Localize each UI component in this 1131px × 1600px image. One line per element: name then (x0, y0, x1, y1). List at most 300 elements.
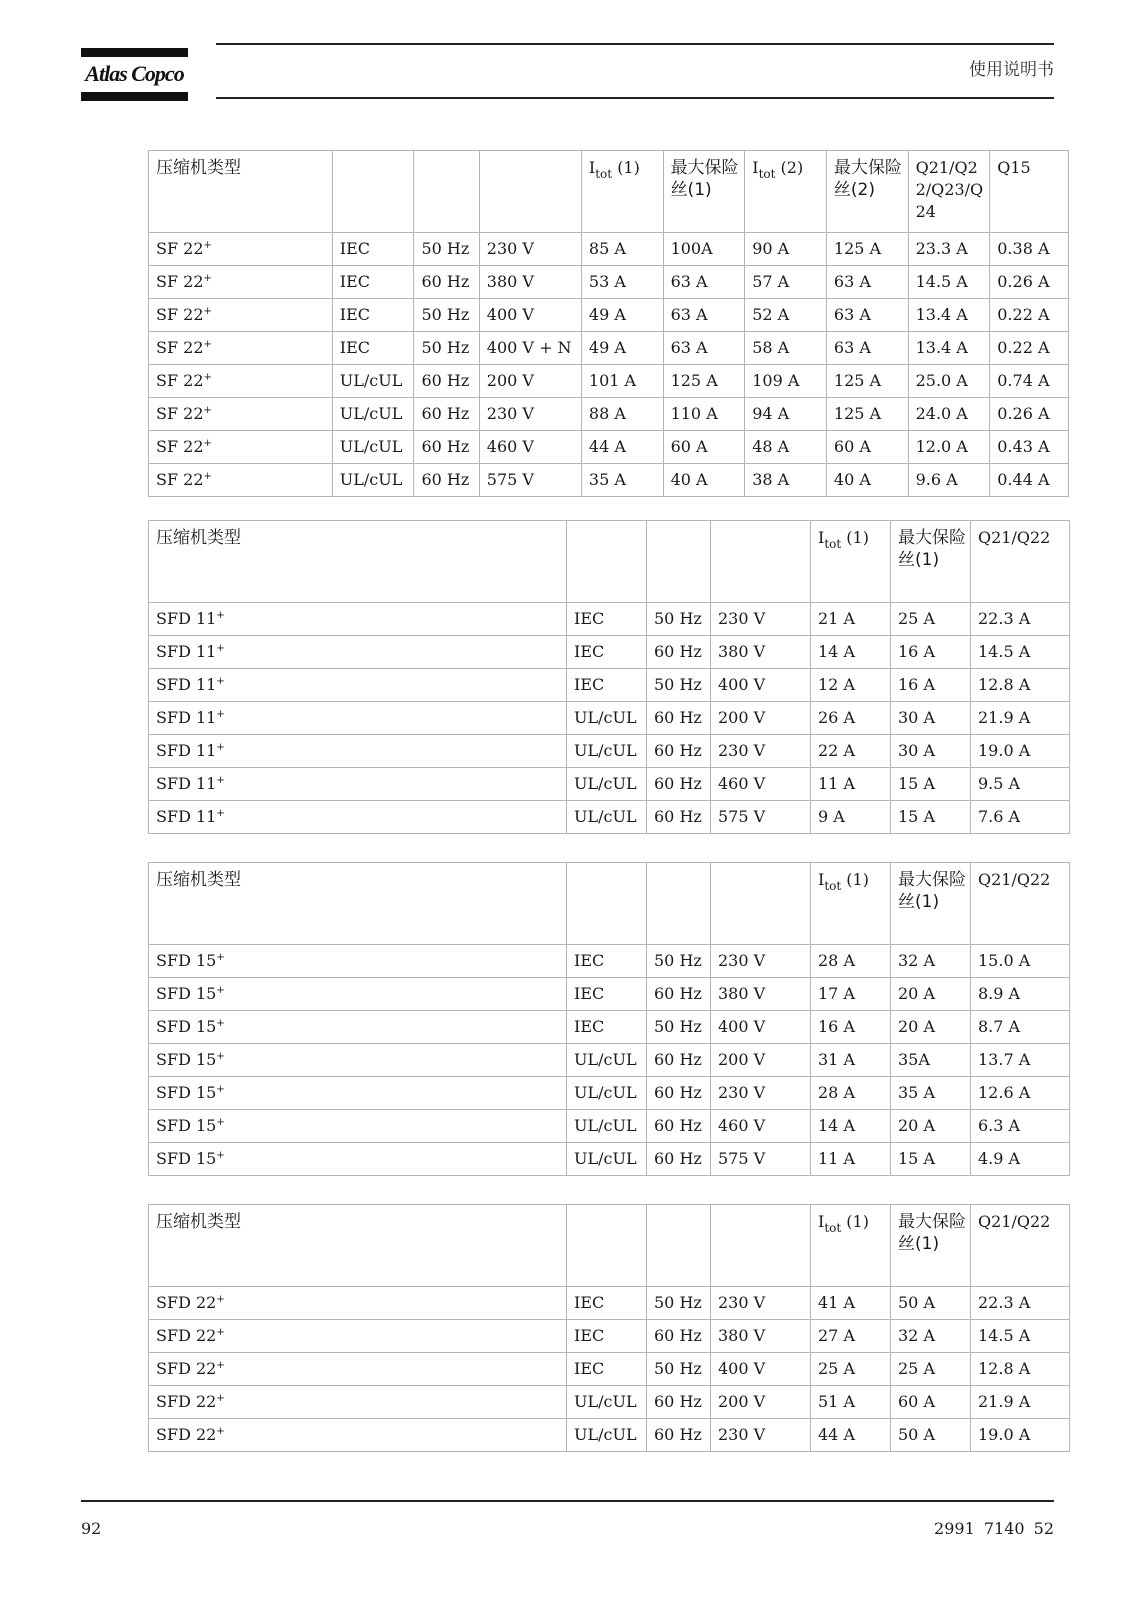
header-rule-bottom (216, 97, 1054, 99)
cell-itot1: 16 A (811, 1011, 891, 1044)
cell-fuse2: 125 A (826, 365, 908, 398)
cell-q15: 0.43 A (990, 431, 1069, 464)
cell-std: IEC (332, 299, 414, 332)
cell-q: 9.5 A (971, 768, 1070, 801)
model-plus-superscript: + (216, 1018, 225, 1029)
table-row (149, 233, 1069, 266)
cell-model (149, 702, 567, 735)
cell-freq: 60 Hz (647, 636, 711, 669)
header-itot-1: $I_{tot}$ (1) (811, 863, 891, 945)
cell-freq: 50 Hz (414, 299, 479, 332)
cell-itot1: 11 A (811, 768, 891, 801)
cell-q: 14.5 A (908, 266, 990, 299)
cell-std: UL/cUL (567, 1044, 647, 1077)
cell-freq: 60 Hz (647, 768, 711, 801)
cell-volt: 575 V (479, 464, 581, 497)
cell-std: UL/cUL (567, 1386, 647, 1419)
model-plus-superscript: + (203, 405, 212, 416)
model-name: SFD 22 (156, 1392, 217, 1411)
cell-freq: 60 Hz (647, 735, 711, 768)
cell-itot1: 14 A (811, 1110, 891, 1143)
model-plus-superscript: + (216, 1051, 225, 1062)
cell-fuse1: 60 A (891, 1386, 971, 1419)
header-frequency (647, 1205, 711, 1287)
cell-volt: 230 V (711, 1077, 811, 1110)
cell-itot1: 49 A (581, 332, 663, 365)
cell-fuse1: 15 A (891, 768, 971, 801)
cell-std: IEC (567, 1353, 647, 1386)
cell-itot1: 27 A (811, 1320, 891, 1353)
model-name: SFD 11 (156, 708, 217, 727)
model-plus-superscript: + (216, 1426, 225, 1437)
table-header-row (149, 521, 1070, 603)
table-header-row (149, 1205, 1070, 1287)
model-name: SF 22 (156, 239, 204, 258)
table-row (149, 1011, 1070, 1044)
cell-itot1: 85 A (581, 233, 663, 266)
cell-q: 24.0 A (908, 398, 990, 431)
cell-q: 12.0 A (908, 431, 990, 464)
cell-volt: 400 V (711, 1011, 811, 1044)
table-header-row (149, 863, 1070, 945)
atlas-copco-logo (81, 48, 188, 101)
cell-fuse1: 25 A (891, 603, 971, 636)
cell-std: IEC (567, 1011, 647, 1044)
cell-std: UL/cUL (567, 801, 647, 834)
cell-volt: 400 V (711, 669, 811, 702)
model-name: SFD 11 (156, 642, 217, 661)
cell-std: IEC (567, 978, 647, 1011)
cell-freq: 60 Hz (414, 464, 479, 497)
model-name: SFD 15 (156, 1017, 217, 1036)
cell-fuse1: 63 A (663, 266, 745, 299)
cell-itot1: 14 A (811, 636, 891, 669)
cell-volt: 400 V (711, 1353, 811, 1386)
cell-q: 14.5 A (971, 1320, 1070, 1353)
header-compressor-type: 压缩机类型 (149, 863, 567, 945)
cell-volt: 380 V (479, 266, 581, 299)
cell-fuse1: 16 A (891, 669, 971, 702)
cell-model (149, 735, 567, 768)
cell-fuse1: 35A (891, 1044, 971, 1077)
model-name: SF 22 (156, 338, 204, 357)
cell-q: 6.3 A (971, 1110, 1070, 1143)
model-plus-superscript: + (203, 339, 212, 350)
cell-itot1: 26 A (811, 702, 891, 735)
cell-freq: 60 Hz (647, 1419, 711, 1452)
cell-itot2: 94 A (745, 398, 827, 431)
cell-q15: 0.22 A (990, 332, 1069, 365)
header-itot-2: $I_{tot}$ (2) (745, 151, 827, 233)
cell-itot2: 90 A (745, 233, 827, 266)
cell-volt: 400 V + N (479, 332, 581, 365)
cell-q: 7.6 A (971, 801, 1070, 834)
header-q21-q22: Q21/Q22 (971, 863, 1070, 945)
header-max-fuse-2: 最大保险丝(2) (826, 151, 908, 233)
header-q21-q22: Q21/Q22 (971, 1205, 1070, 1287)
header-frequency (647, 863, 711, 945)
cell-itot1: 11 A (811, 1143, 891, 1176)
logo-text: Atlas Copco (85, 61, 184, 86)
table-row (149, 299, 1069, 332)
cell-fuse1: 110 A (663, 398, 745, 431)
cell-q: 12.8 A (971, 669, 1070, 702)
table-row (149, 1077, 1070, 1110)
cell-itot1: 22 A (811, 735, 891, 768)
cell-fuse1: 20 A (891, 1011, 971, 1044)
table-row (149, 398, 1069, 431)
cell-q15: 0.26 A (990, 398, 1069, 431)
cell-q: 15.0 A (971, 945, 1070, 978)
cell-fuse1: 100A (663, 233, 745, 266)
cell-itot2: 48 A (745, 431, 827, 464)
cell-fuse1: 15 A (891, 1143, 971, 1176)
cell-freq: 60 Hz (647, 1110, 711, 1143)
cell-q15: 0.26 A (990, 266, 1069, 299)
cell-model (149, 1419, 567, 1452)
header-frequency (647, 521, 711, 603)
cell-itot2: 109 A (745, 365, 827, 398)
cell-fuse1: 125 A (663, 365, 745, 398)
cell-model (149, 1077, 567, 1110)
cell-volt: 380 V (711, 1320, 811, 1353)
cell-q: 21.9 A (971, 702, 1070, 735)
model-name: SFD 11 (156, 675, 217, 694)
cell-q: 19.0 A (971, 735, 1070, 768)
cell-fuse1: 30 A (891, 702, 971, 735)
table-header-row (149, 151, 1069, 233)
logo-bar-top (81, 48, 188, 57)
cell-itot1: 35 A (581, 464, 663, 497)
cell-freq: 60 Hz (647, 1044, 711, 1077)
cell-model (149, 636, 567, 669)
cell-std: IEC (567, 1320, 647, 1353)
cell-itot1: 9 A (811, 801, 891, 834)
cell-std: IEC (567, 603, 647, 636)
cell-fuse1: 32 A (891, 945, 971, 978)
cell-q: 22.3 A (971, 603, 1070, 636)
cell-model (149, 1011, 567, 1044)
cell-volt: 380 V (711, 636, 811, 669)
cell-model (149, 603, 567, 636)
cell-q: 9.6 A (908, 464, 990, 497)
cell-itot1: 17 A (811, 978, 891, 1011)
cell-model (149, 1287, 567, 1320)
model-plus-superscript: + (216, 610, 225, 621)
document-number: 2991 7140 52 (934, 1519, 1054, 1538)
cell-itot1: 53 A (581, 266, 663, 299)
cell-model (149, 669, 567, 702)
model-name: SF 22 (156, 272, 204, 291)
cell-freq: 50 Hz (414, 332, 479, 365)
model-name: SFD 15 (156, 1050, 217, 1069)
header-itot-1: $I_{tot}$ (1) (581, 151, 663, 233)
cell-model (149, 945, 567, 978)
cell-freq: 60 Hz (414, 365, 479, 398)
cell-freq: 50 Hz (647, 603, 711, 636)
cell-q: 13.4 A (908, 332, 990, 365)
model-name: SF 22 (156, 437, 204, 456)
table-row (149, 978, 1070, 1011)
cell-itot1: 12 A (811, 669, 891, 702)
cell-fuse2: 63 A (826, 266, 908, 299)
cell-freq: 60 Hz (414, 266, 479, 299)
cell-volt: 460 V (711, 1110, 811, 1143)
header-standard (567, 863, 647, 945)
cell-itot1: 44 A (581, 431, 663, 464)
cell-std: IEC (567, 1287, 647, 1320)
cell-std: UL/cUL (332, 398, 414, 431)
cell-model (149, 1353, 567, 1386)
cell-fuse1: 63 A (663, 299, 745, 332)
cell-fuse1: 50 A (891, 1287, 971, 1320)
cell-model (149, 233, 333, 266)
cell-std: UL/cUL (567, 702, 647, 735)
sfd22-spec-table (148, 1204, 1070, 1452)
header-standard (332, 151, 414, 233)
cell-itot1: 51 A (811, 1386, 891, 1419)
cell-freq: 60 Hz (647, 1143, 711, 1176)
model-name: SFD 15 (156, 1149, 217, 1168)
page-number: 92 (81, 1519, 102, 1538)
sf22-spec-table (148, 150, 1069, 497)
cell-fuse2: 60 A (826, 431, 908, 464)
cell-volt: 460 V (711, 768, 811, 801)
cell-model (149, 1044, 567, 1077)
cell-freq: 50 Hz (647, 945, 711, 978)
cell-itot1: 21 A (811, 603, 891, 636)
table-row (149, 636, 1070, 669)
cell-itot2: 58 A (745, 332, 827, 365)
cell-model (149, 464, 333, 497)
cell-std: UL/cUL (567, 1419, 647, 1452)
cell-itot1: 28 A (811, 1077, 891, 1110)
model-name: SFD 22 (156, 1293, 217, 1312)
cell-std: UL/cUL (567, 1143, 647, 1176)
cell-fuse1: 25 A (891, 1353, 971, 1386)
header-q15: Q15 (990, 151, 1069, 233)
header-q21-q24: Q21/Q22/Q23/Q24 (908, 151, 990, 233)
header-rule-top (216, 43, 1054, 45)
cell-model (149, 801, 567, 834)
header-max-fuse-1: 最大保险丝(1) (663, 151, 745, 233)
cell-itot1: 49 A (581, 299, 663, 332)
header-voltage (711, 521, 811, 603)
table-row (149, 768, 1070, 801)
header-voltage (479, 151, 581, 233)
cell-std: IEC (332, 266, 414, 299)
table-row (149, 945, 1070, 978)
logo-bar-bottom (81, 92, 188, 101)
cell-fuse2: 63 A (826, 332, 908, 365)
cell-std: IEC (332, 332, 414, 365)
cell-fuse1: 30 A (891, 735, 971, 768)
model-plus-superscript: + (203, 306, 212, 317)
cell-fuse1: 16 A (891, 636, 971, 669)
cell-volt: 230 V (479, 233, 581, 266)
cell-q: 8.7 A (971, 1011, 1070, 1044)
cell-q: 19.0 A (971, 1419, 1070, 1452)
header-voltage (711, 863, 811, 945)
header-max-fuse-1: 最大保险丝(1) (891, 1205, 971, 1287)
table-row (149, 1353, 1070, 1386)
cell-model (149, 365, 333, 398)
cell-freq: 60 Hz (647, 702, 711, 735)
header-itot-1: $I_{tot}$ (1) (811, 521, 891, 603)
header-standard (567, 1205, 647, 1287)
table-row (149, 735, 1070, 768)
cell-fuse2: 125 A (826, 398, 908, 431)
header-q21-q22: Q21/Q22 (971, 521, 1070, 603)
sfd15-spec-table (148, 862, 1070, 1176)
cell-volt: 230 V (479, 398, 581, 431)
model-plus-superscript: + (216, 1327, 225, 1338)
model-name: SF 22 (156, 404, 204, 423)
sfd11-spec-table (148, 520, 1070, 834)
cell-fuse1: 35 A (891, 1077, 971, 1110)
model-plus-superscript: + (216, 1084, 225, 1095)
cell-std: UL/cUL (567, 768, 647, 801)
cell-fuse2: 63 A (826, 299, 908, 332)
header-voltage (711, 1205, 811, 1287)
model-plus-superscript: + (216, 1294, 225, 1305)
cell-model (149, 332, 333, 365)
cell-freq: 60 Hz (414, 398, 479, 431)
cell-q: 22.3 A (971, 1287, 1070, 1320)
cell-model (149, 299, 333, 332)
table-row (149, 431, 1069, 464)
cell-fuse1: 32 A (891, 1320, 971, 1353)
cell-fuse2: 40 A (826, 464, 908, 497)
model-plus-superscript: + (216, 676, 225, 687)
cell-std: UL/cUL (332, 431, 414, 464)
table-row (149, 1110, 1070, 1143)
model-plus-superscript: + (216, 1360, 225, 1371)
cell-q: 13.4 A (908, 299, 990, 332)
cell-volt: 230 V (711, 735, 811, 768)
cell-fuse1: 20 A (891, 1110, 971, 1143)
table-row (149, 332, 1069, 365)
cell-model (149, 398, 333, 431)
cell-volt: 230 V (711, 1287, 811, 1320)
model-plus-superscript: + (216, 1117, 225, 1128)
cell-fuse2: 125 A (826, 233, 908, 266)
cell-q15: 0.38 A (990, 233, 1069, 266)
cell-freq: 50 Hz (647, 669, 711, 702)
header-max-fuse-1: 最大保险丝(1) (891, 863, 971, 945)
cell-std: UL/cUL (567, 735, 647, 768)
cell-q: 12.6 A (971, 1077, 1070, 1110)
table-row (149, 266, 1069, 299)
document-title: 使用说明书 (969, 60, 1054, 80)
cell-itot1: 44 A (811, 1419, 891, 1452)
cell-freq: 60 Hz (647, 1320, 711, 1353)
cell-fuse1: 40 A (663, 464, 745, 497)
header-frequency (414, 151, 479, 233)
model-plus-superscript: + (216, 985, 225, 996)
model-name: SF 22 (156, 470, 204, 489)
cell-volt: 200 V (711, 1044, 811, 1077)
model-plus-superscript: + (203, 273, 212, 284)
header-standard (567, 521, 647, 603)
cell-q15: 0.44 A (990, 464, 1069, 497)
table-row (149, 669, 1070, 702)
cell-itot2: 38 A (745, 464, 827, 497)
model-name: SFD 11 (156, 807, 217, 826)
model-plus-superscript: + (203, 240, 212, 251)
cell-std: UL/cUL (332, 365, 414, 398)
cell-itot1: 101 A (581, 365, 663, 398)
cell-freq: 60 Hz (647, 801, 711, 834)
cell-fuse1: 60 A (663, 431, 745, 464)
model-plus-superscript: + (216, 742, 225, 753)
cell-model (149, 1110, 567, 1143)
cell-volt: 460 V (479, 431, 581, 464)
model-name: SFD 11 (156, 609, 217, 628)
cell-freq: 60 Hz (647, 1077, 711, 1110)
table-row (149, 1287, 1070, 1320)
model-plus-superscript: + (216, 643, 225, 654)
cell-model (149, 1143, 567, 1176)
cell-volt: 230 V (711, 1419, 811, 1452)
table-row (149, 1419, 1070, 1452)
cell-model (149, 1320, 567, 1353)
cell-q: 8.9 A (971, 978, 1070, 1011)
cell-q: 21.9 A (971, 1386, 1070, 1419)
cell-model (149, 266, 333, 299)
model-name: SFD 11 (156, 741, 217, 760)
table-row (149, 1143, 1070, 1176)
model-name: SFD 15 (156, 984, 217, 1003)
model-name: SFD 22 (156, 1425, 217, 1444)
cell-model (149, 431, 333, 464)
cell-volt: 230 V (711, 945, 811, 978)
model-plus-superscript: + (203, 438, 212, 449)
cell-freq: 50 Hz (647, 1287, 711, 1320)
cell-std: IEC (567, 636, 647, 669)
header-compressor-type: 压缩机类型 (149, 521, 567, 603)
model-plus-superscript: + (216, 1393, 225, 1404)
cell-freq: 50 Hz (647, 1011, 711, 1044)
cell-fuse1: 50 A (891, 1419, 971, 1452)
cell-itot1: 88 A (581, 398, 663, 431)
cell-volt: 575 V (711, 801, 811, 834)
footer-rule (81, 1500, 1054, 1502)
table-row (149, 1044, 1070, 1077)
cell-freq: 60 Hz (414, 431, 479, 464)
cell-q: 25.0 A (908, 365, 990, 398)
cell-fuse1: 20 A (891, 978, 971, 1011)
cell-q: 13.7 A (971, 1044, 1070, 1077)
cell-q: 12.8 A (971, 1353, 1070, 1386)
cell-fuse1: 63 A (663, 332, 745, 365)
cell-itot1: 25 A (811, 1353, 891, 1386)
model-name: SFD 11 (156, 774, 217, 793)
model-plus-superscript: + (203, 372, 212, 383)
table-row (149, 603, 1070, 636)
model-name: SFD 15 (156, 1083, 217, 1102)
table-row (149, 464, 1069, 497)
cell-volt: 200 V (479, 365, 581, 398)
model-plus-superscript: + (216, 808, 225, 819)
model-plus-superscript: + (203, 471, 212, 482)
model-name: SFD 15 (156, 1116, 217, 1135)
cell-itot1: 41 A (811, 1287, 891, 1320)
cell-volt: 575 V (711, 1143, 811, 1176)
cell-itot2: 52 A (745, 299, 827, 332)
cell-std: UL/cUL (567, 1110, 647, 1143)
header-compressor-type: 压缩机类型 (149, 1205, 567, 1287)
